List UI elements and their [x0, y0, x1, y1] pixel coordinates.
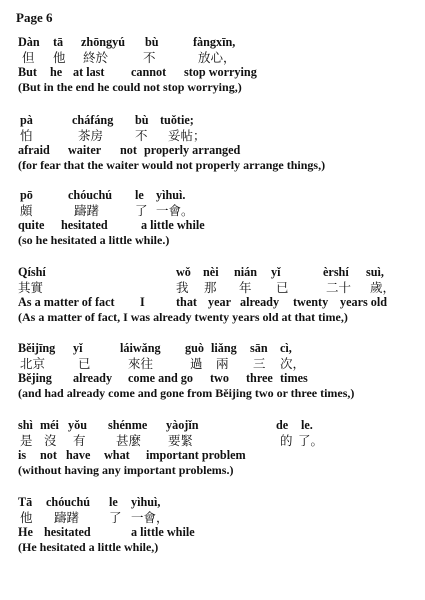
pinyin-word: chóuchú: [68, 188, 113, 202]
hanzi-word: 那: [204, 280, 217, 295]
hanzi-word: 的: [280, 433, 293, 448]
pinyin-word: Dàn: [18, 35, 40, 49]
pinyin-line: [18, 495, 423, 510]
gloss-word: times: [280, 371, 308, 385]
hanzi-line: [18, 356, 423, 371]
translation: (so he hesitated a little while.): [18, 233, 170, 247]
gloss-word: properly arranged: [144, 143, 241, 157]
text-block-4: [18, 265, 423, 325]
hanzi-word: 躊躇: [74, 203, 100, 218]
gloss-word: He: [18, 525, 33, 539]
hanzi-word: 來往: [128, 356, 154, 371]
pinyin-word: nián: [234, 265, 258, 279]
hanzi-word: 甚麼: [116, 433, 142, 448]
hanzi-line: [18, 50, 423, 65]
hanzi-word: 已: [276, 280, 289, 295]
pinyin-word: yǐ: [73, 341, 83, 355]
hanzi-word: 歲，: [370, 280, 396, 295]
gloss-word: a little while: [141, 218, 205, 232]
pinyin-word: le.: [301, 418, 313, 432]
pinyin-line: [18, 418, 423, 433]
text-block-2: [18, 113, 423, 173]
hanzi-word: 其實: [18, 280, 44, 295]
hanzi-word: 有: [73, 433, 86, 448]
hanzi-word: 躊躇: [54, 510, 80, 525]
hanzi-word: 了: [135, 203, 148, 218]
gloss-word: I: [140, 295, 145, 309]
gloss-word: As a matter of fact: [18, 295, 115, 309]
gloss-line: [18, 143, 423, 158]
pinyin-line: [18, 265, 423, 280]
gloss-word: hesitated: [44, 525, 91, 539]
gloss-word: cannot: [131, 65, 167, 79]
text-block-6: [18, 418, 423, 478]
gloss-word: important problem: [146, 448, 246, 462]
pinyin-word: nèi: [203, 265, 219, 279]
pinyin-word: cì,: [280, 341, 292, 355]
gloss-word: have: [66, 448, 91, 462]
gloss-word: quite: [18, 218, 45, 232]
translation: (But in the end he could not stop worrying,): [18, 80, 242, 94]
gloss-word: he: [50, 65, 63, 79]
pinyin-word: suì,: [366, 265, 384, 279]
hanzi-word: 妥帖；: [168, 128, 206, 143]
translation: (for fear that the waiter would not properly arrange things,): [18, 158, 326, 172]
pinyin-word: Tā: [18, 495, 33, 509]
hanzi-word: 過: [190, 356, 203, 371]
pinyin-word: tā: [53, 35, 64, 49]
gloss-word: already: [240, 295, 280, 309]
pinyin-word: Qíshí: [18, 265, 46, 279]
pinyin-word: guò: [185, 341, 204, 355]
hanzi-line: [18, 433, 423, 448]
gloss-line: [18, 448, 423, 463]
hanzi-word: 他: [53, 50, 66, 65]
gloss-word: is: [18, 448, 27, 462]
gloss-word: what: [104, 448, 130, 462]
hanzi-word: 但: [22, 50, 35, 65]
pinyin-word: cháfáng: [72, 113, 114, 127]
gloss-line: [18, 525, 423, 540]
gloss-line: [18, 65, 423, 80]
hanzi-word: 北京: [20, 356, 46, 371]
hanzi-line: [18, 280, 423, 295]
gloss-word: Bějing: [18, 371, 52, 385]
hanzi-word: 兩: [216, 356, 229, 371]
text-block-1: [18, 35, 423, 95]
translation: (As a matter of fact, I was already twenty years old at that time,): [18, 310, 348, 324]
pinyin-word: yǐ: [271, 265, 281, 279]
pinyin-word: yàojǐn: [166, 418, 199, 432]
hanzi-word: 終於: [83, 50, 109, 65]
hanzi-word: 他: [20, 510, 33, 525]
hanzi-word: 一會，: [131, 510, 169, 525]
pinyin-word: yǒu: [68, 418, 87, 432]
pinyin-word: le: [109, 495, 118, 509]
pinyin-word: liǎng: [211, 341, 237, 355]
hanzi-word: 次，: [280, 356, 306, 371]
pinyin-line: [18, 35, 423, 50]
text-block-3: [18, 188, 423, 248]
gloss-line: [18, 218, 423, 233]
gloss-word: years old: [340, 295, 388, 309]
pinyin-word: pà: [20, 113, 33, 127]
hanzi-word: 茶房: [78, 128, 104, 143]
gloss-word: waiter: [68, 143, 102, 157]
hanzi-word: 已: [78, 356, 91, 371]
hanzi-word: 不: [143, 50, 156, 65]
hanzi-word: 三: [253, 356, 266, 371]
hanzi-word: 年: [239, 280, 252, 295]
pinyin-word: de: [276, 418, 289, 432]
gloss-line: [18, 295, 423, 310]
pinyin-word: shì: [18, 418, 33, 432]
hanzi-word: 一會。: [156, 203, 194, 218]
gloss-word: at last: [73, 65, 105, 79]
pinyin-word: èrshí: [323, 265, 349, 279]
pinyin-word: láiwǎng: [120, 341, 161, 355]
pinyin-word: tuǒtie;: [160, 113, 194, 127]
pinyin-word: yìhuì,: [131, 495, 161, 509]
pinyin-word: bù: [145, 35, 159, 49]
gloss-word: two: [210, 371, 229, 385]
gloss-word: stop worrying: [184, 65, 257, 79]
translation: (without having any important problems.): [18, 463, 234, 477]
hanzi-line: [18, 203, 423, 218]
text-block-7: [18, 495, 423, 555]
hanzi-word: 了: [109, 510, 122, 525]
pinyin-line: [18, 341, 423, 356]
gloss-word: afraid: [18, 143, 50, 157]
hanzi-word: 是: [20, 433, 33, 448]
pinyin-word: Běijīng: [18, 341, 56, 355]
pinyin-word: yìhuì.: [156, 188, 186, 202]
gloss-word: three: [246, 371, 273, 385]
pinyin-word: wǒ: [176, 265, 191, 279]
gloss-word: hesitated: [61, 218, 108, 232]
hanzi-word: 不: [135, 128, 148, 143]
pinyin-word: le: [135, 188, 144, 202]
hanzi-word: 二十: [326, 280, 352, 295]
pinyin-line: [18, 113, 423, 128]
gloss-word: But: [18, 65, 37, 79]
hanzi-line: [18, 128, 423, 143]
pinyin-word: bù: [135, 113, 149, 127]
pinyin-word: shénme: [108, 418, 148, 432]
hanzi-word: 怕: [20, 128, 33, 143]
text-block-5: [18, 341, 423, 401]
hanzi-word: 我: [176, 280, 189, 295]
gloss-word: already: [73, 371, 113, 385]
gloss-word: that: [176, 295, 197, 309]
translation: (He hesitated a little while,): [18, 540, 159, 554]
pinyin-word: zhōngyú: [81, 35, 126, 49]
gloss-word: a little while: [131, 525, 195, 539]
gloss-word: year: [208, 295, 232, 309]
pinyin-line: [18, 188, 423, 203]
gloss-word: come and go: [128, 371, 193, 385]
hanzi-word: 了。: [298, 433, 324, 448]
hanzi-word: 沒: [44, 433, 57, 448]
translation: (and had already come and gone from Běijing two or three times,): [18, 386, 355, 400]
page-label: Page 6: [16, 10, 53, 25]
gloss-line: [18, 371, 423, 386]
gloss-word: not: [40, 448, 57, 462]
gloss-word: twenty: [293, 295, 329, 309]
hanzi-line: [18, 510, 423, 525]
hanzi-word: 要緊: [168, 433, 194, 448]
pinyin-word: fàngxīn,: [193, 35, 236, 49]
gloss-word: not: [120, 143, 137, 157]
pinyin-word: sān: [250, 341, 268, 355]
pinyin-word: méi: [40, 418, 59, 432]
hanzi-word: 頗: [20, 203, 33, 218]
hanzi-word: 放心，: [198, 50, 236, 65]
pinyin-word: pō: [20, 188, 33, 202]
pinyin-word: chóuchú: [46, 495, 91, 509]
